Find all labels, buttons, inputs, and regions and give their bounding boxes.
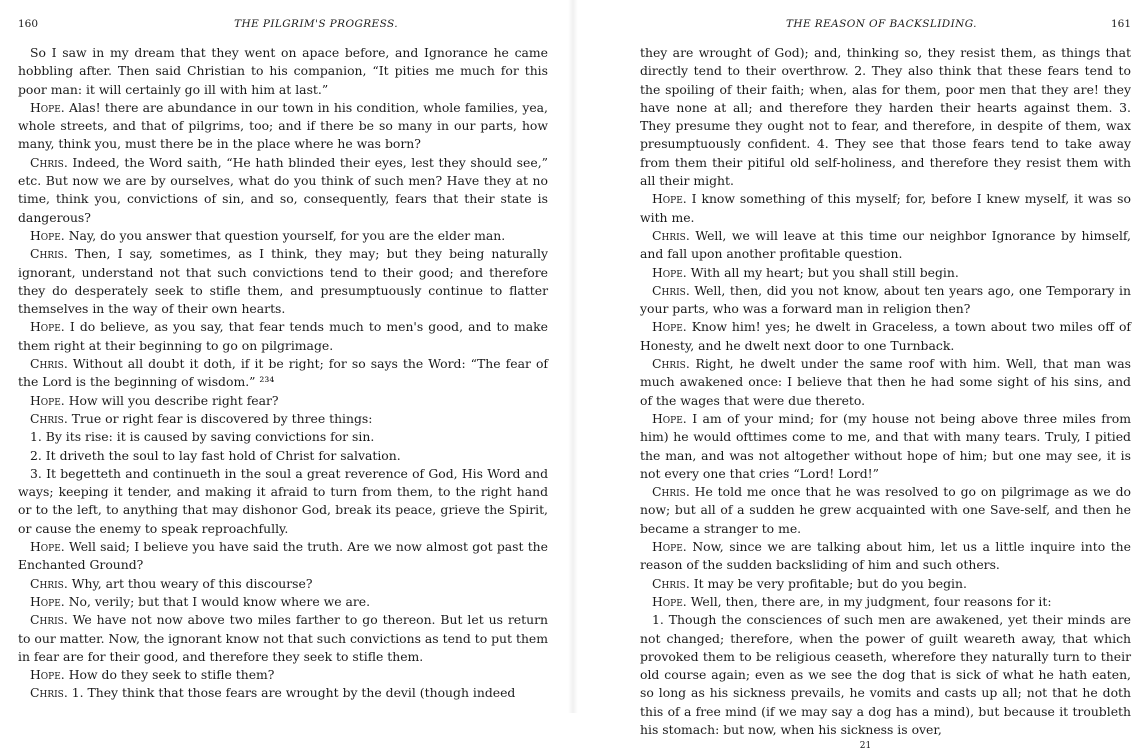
paragraph (640, 410, 1131, 483)
paragraph-text: 1. They think that those fears are wrought by the devil (though indeed (71, 685, 516, 701)
speaker-name: Chris. (30, 685, 68, 701)
speaker-name: Chris. (30, 356, 68, 372)
speaker-name: Chris. (30, 410, 68, 426)
paragraph-text: How will you describe right fear? (68, 392, 279, 408)
left-running-head (18, 18, 548, 32)
speaker-name: Hope. (652, 593, 687, 609)
speaker-name: Chris. (30, 154, 68, 170)
paragraph-text: It may be very profitable; but do you begin. (693, 575, 967, 591)
speaker-name: Chris. (30, 246, 68, 262)
paragraph-text: We have not now above two miles farther to go thereon. But let us return to our matter. Now, the ignorant know not that such convictions as tend to put them in fear are for their good, and therefore they seek to stifle them. (18, 612, 549, 664)
left-running-title: THE PILGRIM'S PROGRESS. (234, 18, 398, 30)
paragraph (640, 593, 1131, 611)
paragraph (18, 245, 548, 318)
paragraph (18, 154, 548, 227)
paragraph-text: 3. It begetteth and continueth in the soul a great reverence of God, His Word and ways; keeping it tender, and making it afraid to turn from them, to the right hand or to the left, to anything that may dishonor God, break its peace, grieve the Spirit, or cause the enemy to speak reproachfully. (18, 465, 548, 536)
paragraph (18, 465, 548, 538)
paragraph-text: Indeed, the Word saith, “He hath blinded their eyes, lest they should see,” etc. But now we are by ourselves, what do you think of such men? Have they at no time, think you, convictions of sin, and so, consequently, fears that their state is dangerous? (18, 154, 548, 225)
speaker-name: Chris. (30, 612, 68, 628)
speaker-name: Hope. (30, 593, 65, 609)
paragraph (18, 447, 548, 465)
paragraph-text: How do they seek to stifle them? (68, 667, 275, 683)
speaker-name: Chris. (652, 282, 690, 298)
paragraph-text: He told me once that he was resolved to go on pilgrimage as we do now; but all of a sudden he grew acquainted with one Save-self, and then he became a stranger to me. (640, 484, 1131, 536)
paragraph-text: So I saw in my dream that they went on apace before, and Ignorance he came hobbling after. Then said Christian to his companion, “It pities me much for this poor man: it will certainly go ill with him at last.” (18, 45, 548, 97)
paragraph-text: True or right fear is discovered by three things: (71, 410, 373, 426)
paragraph-text: Well said; I believe you have said the truth. Are we now almost got past the Enchanted Ground? (18, 539, 548, 573)
signature-mark: 21 (859, 741, 872, 751)
paragraph (18, 410, 548, 428)
speaker-name: Hope. (30, 667, 65, 683)
speaker-name: Chris. (652, 575, 690, 591)
speaker-name: Hope. (30, 99, 65, 115)
speaker-name: Hope. (652, 539, 687, 555)
page-gutter (568, 0, 578, 713)
paragraph-text: Nay, do you answer that question yourself, for you are the elder man. (68, 227, 506, 243)
speaker-name: Chris. (30, 575, 68, 591)
paragraph-text: No, verily; but that I would know where we are. (68, 593, 371, 609)
paragraph (18, 593, 548, 611)
paragraph-text: I know something of this myself; for, before I knew myself, it was so with me. (640, 191, 1131, 225)
paragraph-text: With all my heart; but you shall still begin. (690, 264, 959, 280)
right-page (578, 0, 1145, 751)
speaker-name: Hope. (652, 319, 687, 335)
speaker-name: Chris. (652, 356, 690, 372)
left-page-number: 160 (18, 18, 39, 30)
paragraph-text: Well, we will leave at this time our neighbor Ignorance by himself, and fall upon another profitable question. (640, 227, 1131, 262)
speaker-name: Hope. (652, 264, 687, 280)
left-page (0, 0, 568, 713)
paragraph-text: Well, then, did you not know, about ten years ago, one Temporary in your parts, who was a forward man in religion then? (640, 282, 1131, 317)
paragraph-text: Without all doubt it doth, if it be right; for so says the Word: “The fear of the Lord is the beginning of wisdom.” ²³⁴ (18, 356, 548, 390)
speaker-name: Hope. (30, 392, 65, 408)
paragraph (18, 392, 548, 410)
paragraph (640, 483, 1131, 538)
speaker-name: Chris. (652, 227, 690, 243)
paragraph (640, 318, 1131, 355)
speaker-name: Chris. (652, 484, 690, 500)
paragraph (640, 44, 1131, 190)
paragraph (640, 575, 1131, 593)
paragraph (640, 264, 1131, 282)
paragraph (18, 575, 548, 593)
paragraph-text: they are wrought of God); and, thinking so, they resist them, as things that directly tend to their overthrow. 2. They also think that these fears tend to the spoiling of their faith; when, alas for them, poor men that they are! they have none at all; and therefore they harden their hearts against them. 3. They presume they ought not to fear, and therefore, in despite of them, wax presumptuously confident. 4. They see that those fears tend to take away from them their pitiful old self-holiness, and therefore they resist them with all their might. (640, 45, 1131, 189)
paragraph-text: Alas! there are abundance in our town in his condition, whole families, yea, whole streets, and that of pilgrims, too; and if there be so many in our parts, how many, think you, must there be in the place where he was born? (18, 99, 548, 152)
paragraph-text: Now, since we are talking about him, let us a little inquire into the reason of the sudden backsliding of him and such others. (640, 539, 1131, 573)
paragraph-text: I do believe, as you say, that fear tends much to men's good, and to make them right at their beginning to go on pilgrimage. (18, 319, 548, 353)
speaker-name: Hope. (652, 410, 687, 426)
paragraph (18, 318, 548, 355)
paragraph-text: Well, then, there are, in my judgment, four reasons for it: (690, 593, 1052, 609)
left-page-text (18, 44, 548, 703)
paragraph-text: Then, I say, sometimes, as I think, they may; but they being naturally ignorant, understand not that such convictions tend to their good; and therefore they do desperately seek to stifle them, and presumptuously continue to flatter themselves in the way of their own hearts. (18, 246, 548, 317)
paragraph-text: Why, art thou weary of this discourse? (71, 575, 313, 591)
paragraph (18, 684, 548, 702)
speaker-name: Hope. (652, 191, 687, 207)
paragraph-text: 1. By its rise: it is caused by saving convictions for sin. (30, 429, 375, 445)
speaker-name: Hope. (30, 319, 65, 335)
paragraph (18, 538, 548, 575)
paragraph-text: 2. It driveth the soul to lay fast hold of Christ for salvation. (30, 447, 401, 463)
paragraph (640, 282, 1131, 319)
paragraph (640, 538, 1131, 575)
paragraph (18, 428, 548, 446)
paragraph (18, 99, 548, 154)
paragraph-text: I am of your mind; for (my house not being above three miles from him) he would ofttimes come to me, and that with many tears. Truly, I pitied the man, and was not altogether without hope of him; but one may see, it is not every one that cries “Lord! Lord!” (640, 410, 1131, 481)
paragraph (640, 355, 1131, 410)
paragraph (640, 227, 1131, 264)
right-running-title: THE REASON OF BACKSLIDING. (786, 18, 977, 30)
paragraph-text: 1. Though the consciences of such men are awakened, yet their minds are not changed; therefore, when the power of guilt weareth away, that which provoked them to be religious ceaseth, wherefore they naturally turn to their old course again; even as we see the dog that is sick of what he hath eaten, so long as his sickness prevails, he vomits and casts up all; not that he doth this of a free mind (if we may say a dog has a mind), but because it troubleth his stomach: but now, when his sickness is over, (640, 612, 1131, 737)
paragraph (18, 227, 548, 245)
paragraph (18, 666, 548, 684)
paragraph (640, 190, 1131, 227)
paragraph-text: Right, he dwelt under the same roof with him. Well, that man was much awakened once: I believe that then he had some sight of his sins, and of the wages that were due thereto. (640, 356, 1131, 408)
right-running-head (640, 18, 1131, 32)
paragraph (18, 611, 548, 666)
paragraph-text: Know him! yes; he dwelt in Graceless, a town about two miles off of Honesty, and he dwelt next door to one Turnback. (640, 319, 1131, 353)
right-page-number: 161 (1110, 18, 1131, 30)
paragraph (18, 355, 548, 392)
right-page-text (640, 44, 1131, 739)
paragraph (18, 44, 548, 99)
speaker-name: Hope. (30, 227, 65, 243)
speaker-name: Hope. (30, 539, 65, 555)
paragraph (640, 611, 1131, 739)
